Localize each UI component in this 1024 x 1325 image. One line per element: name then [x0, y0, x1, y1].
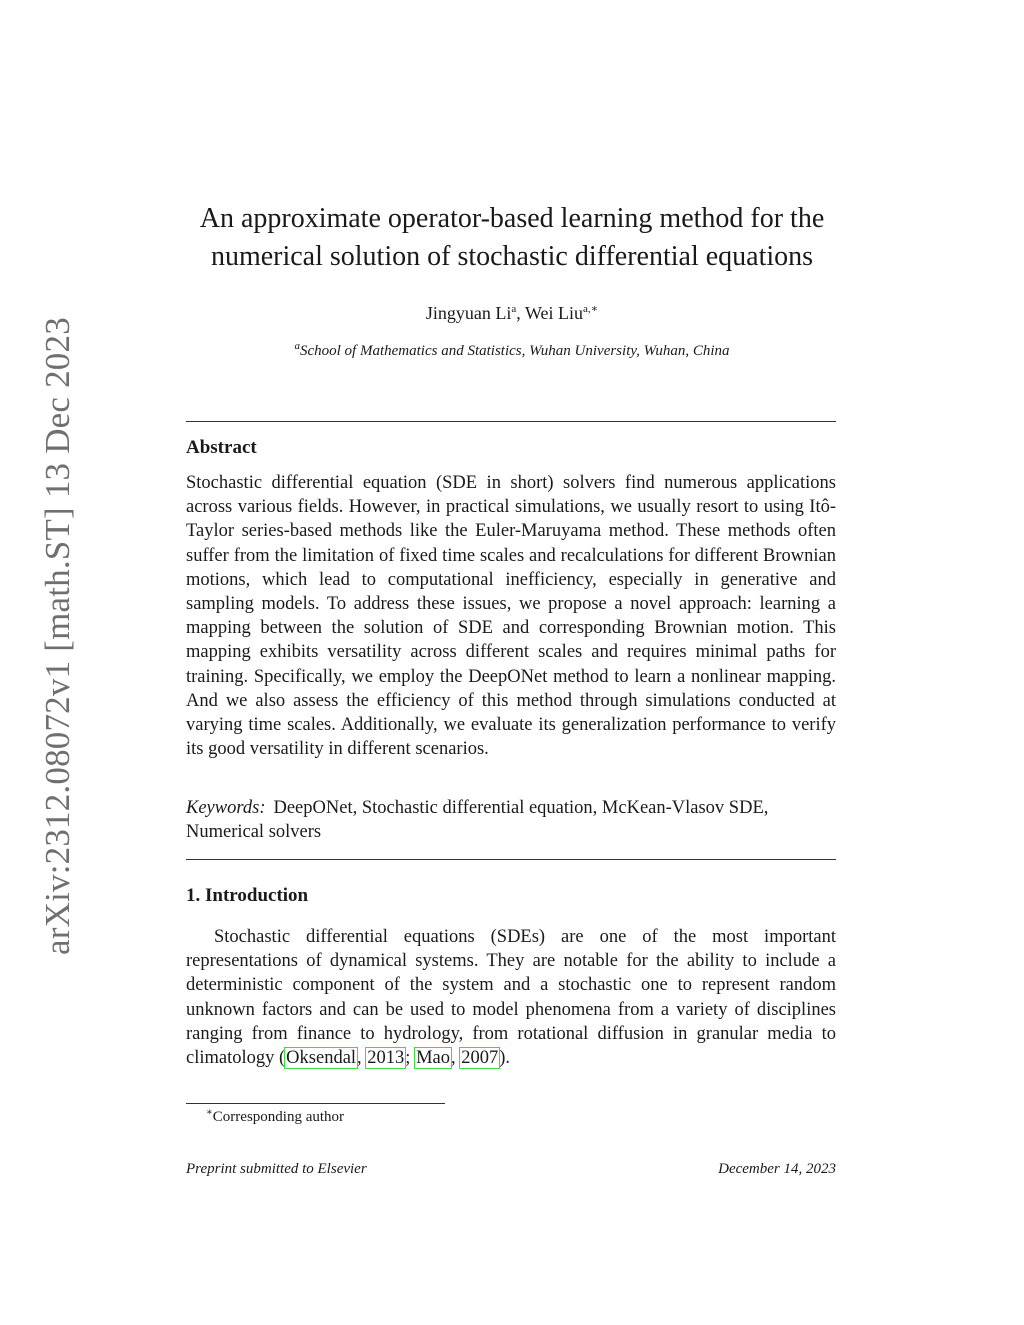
- affiliation: [150, 340, 874, 360]
- footnote: [206, 1109, 344, 1126]
- abstract-heading: Abstract: [186, 437, 257, 458]
- affiliation-mark: a: [294, 340, 300, 352]
- citation-link[interactable]: Oksendal: [286, 1048, 357, 1069]
- title-line-2: numerical solution of stochastic differential equations: [210, 241, 814, 272]
- citation-link[interactable]: 2007: [461, 1048, 499, 1069]
- author-list: [150, 303, 874, 324]
- abstract-body: Stochastic differential equation (SDE in short) solvers find numerous applications across various fields. However, in practical simulations, we usually resort to using Itô-Taylor series-based methods like the Euler-Maruyama method. These methods often suffer from the limitation of fixed time scales and recalculations for different Brownian motions, which lead to computational inefficiency, especially in generative and sampling models. To address these issues, we propose a novel approach: learning a mapping between the solution of SDE and corresponding Brownian motion. This mapping exhibits versatility across different scales and requires minimal paths for training. Specifically, we employ the DeepONet method to learn a nonlinear mapping. And we also assess the efficiency of this method through simulations conducted at varying time scales. Additionally, we evaluate its generalization performance to verify its good versatility in different scenarios.: [186, 473, 836, 760]
- preprint-date: December 14, 2023: [718, 1161, 836, 1177]
- title-line-1: An approximate operator-based learning method for the: [199, 203, 825, 234]
- footnote-text: Corresponding author: [212, 1109, 345, 1125]
- citation-separator: ,: [450, 1048, 461, 1069]
- section-heading-introduction: 1. Introduction: [186, 885, 309, 906]
- affiliation-text: School of Mathematics and Statistics, Wuhan University, Wuhan, China: [299, 343, 730, 359]
- citation-close: ).: [499, 1048, 511, 1069]
- keywords-label: Keywords:: [186, 798, 266, 818]
- keywords: [186, 796, 836, 844]
- citation-link[interactable]: Mao: [416, 1048, 450, 1069]
- citation-link[interactable]: 2013: [367, 1048, 405, 1069]
- keywords-text: DeepONet, Stochastic differential equation, McKean-Vlasov SDE, Numerical solvers: [186, 798, 769, 843]
- citation-separator: ;: [405, 1048, 416, 1069]
- author-affil-mark: a: [511, 303, 517, 315]
- citation-separator: ,: [357, 1048, 367, 1069]
- footnote-rule: [186, 1103, 445, 1104]
- preprint-note: Preprint submitted to Elsevier: [186, 1161, 367, 1177]
- abstract-bottom-rule: [186, 859, 836, 860]
- author-affil-mark: a,∗: [583, 303, 599, 315]
- introduction-paragraph: [186, 925, 836, 1070]
- introduction-text: Stochastic differential equations (SDEs) are one of the most important representations of dynamical systems. They are notable for the ability to include a deterministic component of the system and a stochastic one to represent random unknown factors and can be used to model phenomena from a variety of disciplines ranging from finance to hydrology, from rotational diffusion in granular media to climatology (: [186, 927, 836, 1069]
- arxiv-stamp: arXiv:2312.08072v1 [math.ST] 13 Dec 2023: [38, 317, 77, 955]
- author-separator: ,: [516, 303, 525, 323]
- author-name: Jingyuan Li: [425, 303, 512, 323]
- paper-title: [150, 200, 874, 276]
- footnote-mark: ∗: [206, 1107, 213, 1118]
- author-name: Wei Liu: [524, 303, 583, 323]
- abstract-top-rule: [186, 421, 836, 422]
